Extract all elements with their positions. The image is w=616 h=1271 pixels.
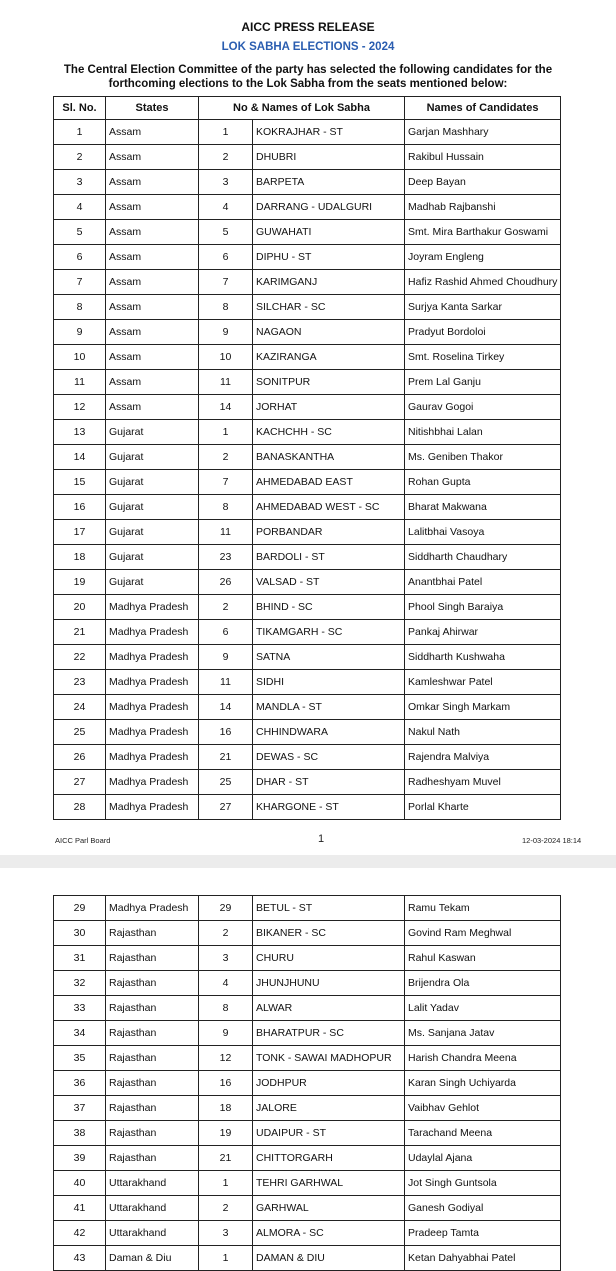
cell-constituency: DEWAS - SC	[253, 745, 405, 770]
cell-candidate: Smt. Roselina Tirkey	[405, 345, 561, 370]
cell-state: Daman & Diu	[106, 1246, 199, 1271]
cell-constituency: JODHPUR	[253, 1071, 405, 1096]
cell-state: Madhya Pradesh	[106, 670, 199, 695]
cell-state: Madhya Pradesh	[106, 645, 199, 670]
cell-constituency: BETUL - ST	[253, 896, 405, 921]
cell-candidate: Omkar Singh Markam	[405, 695, 561, 720]
cell-seat-no: 12	[199, 1046, 253, 1071]
table-row	[54, 320, 561, 345]
cell-candidate: Phool Singh Baraiya	[405, 595, 561, 620]
cell-constituency: TONK - SAWAI MADHOPUR	[253, 1046, 405, 1071]
cell-state: Assam	[106, 270, 199, 295]
cell-seat-no: 8	[199, 495, 253, 520]
cell-sl-no: 12	[54, 395, 106, 420]
cell-sl-no: 8	[54, 295, 106, 320]
cell-constituency: CHITTORGARH	[253, 1146, 405, 1171]
cell-state: Assam	[106, 370, 199, 395]
cell-constituency: KOKRAJHAR - ST	[253, 120, 405, 145]
election-subtitle: LOK SABHA ELECTIONS - 2024	[221, 41, 395, 53]
cell-constituency: TIKAMGARH - SC	[253, 620, 405, 645]
cell-candidate: Joyram Engleng	[405, 245, 561, 270]
cell-seat-no: 8	[199, 996, 253, 1021]
cell-state: Madhya Pradesh	[106, 896, 199, 921]
cell-constituency: JORHAT	[253, 395, 405, 420]
cell-candidate: Lalit Yadav	[405, 996, 561, 1021]
cell-state: Rajasthan	[106, 921, 199, 946]
table-row	[54, 795, 561, 820]
cell-constituency: SILCHAR - SC	[253, 295, 405, 320]
cell-seat-no: 1	[199, 1246, 253, 1271]
cell-state: Madhya Pradesh	[106, 720, 199, 745]
cell-constituency: BHARATPUR - SC	[253, 1021, 405, 1046]
cell-sl-no: 24	[54, 695, 106, 720]
cell-candidate: Rahul Kaswan	[405, 946, 561, 971]
cell-state: Madhya Pradesh	[106, 595, 199, 620]
cell-constituency: ALWAR	[253, 996, 405, 1021]
candidates-table	[53, 96, 561, 820]
cell-sl-no: 6	[54, 245, 106, 270]
cell-seat-no: 11	[199, 520, 253, 545]
table-row	[54, 395, 561, 420]
cell-state: Gujarat	[106, 420, 199, 445]
table-row	[54, 1246, 561, 1271]
cell-candidate: Gaurav Gogoi	[405, 395, 561, 420]
footer-page-number: 1	[318, 833, 325, 845]
table-row	[54, 1221, 561, 1246]
cell-state: Assam	[106, 345, 199, 370]
cell-constituency: DHAR - ST	[253, 770, 405, 795]
cell-state: Rajasthan	[106, 1121, 199, 1146]
cell-seat-no: 16	[199, 720, 253, 745]
cell-seat-no: 16	[199, 1071, 253, 1096]
cell-state: Madhya Pradesh	[106, 770, 199, 795]
cell-constituency: VALSAD - ST	[253, 570, 405, 595]
cell-candidate: Pradeep Tamta	[405, 1221, 561, 1246]
cell-constituency: TEHRI GARHWAL	[253, 1171, 405, 1196]
cell-seat-no: 8	[199, 295, 253, 320]
cell-seat-no: 14	[199, 395, 253, 420]
cell-sl-no: 26	[54, 745, 106, 770]
cell-constituency: CHHINDWARA	[253, 720, 405, 745]
cell-candidate: Anantbhai Patel	[405, 570, 561, 595]
cell-sl-no: 15	[54, 470, 106, 495]
table-header-row	[54, 97, 561, 120]
cell-state: Rajasthan	[106, 1021, 199, 1046]
cell-sl-no: 7	[54, 270, 106, 295]
cell-candidate: Nitishbhai Lalan	[405, 420, 561, 445]
cell-candidate: Prem Lal Ganju	[405, 370, 561, 395]
cell-sl-no: 43	[54, 1246, 106, 1271]
cell-candidate: Siddharth Kushwaha	[405, 645, 561, 670]
cell-state: Rajasthan	[106, 946, 199, 971]
cell-sl-no: 37	[54, 1096, 106, 1121]
header-states: States	[106, 97, 199, 120]
cell-sl-no: 28	[54, 795, 106, 820]
cell-sl-no: 2	[54, 145, 106, 170]
cell-seat-no: 3	[199, 170, 253, 195]
cell-seat-no: 9	[199, 1021, 253, 1046]
cell-seat-no: 18	[199, 1096, 253, 1121]
cell-seat-no: 9	[199, 645, 253, 670]
cell-candidate: Surjya Kanta Sarkar	[405, 295, 561, 320]
cell-candidate: Ms. Sanjana Jatav	[405, 1021, 561, 1046]
cell-state: Gujarat	[106, 445, 199, 470]
cell-sl-no: 34	[54, 1021, 106, 1046]
cell-seat-no: 23	[199, 545, 253, 570]
cell-sl-no: 39	[54, 1146, 106, 1171]
cell-candidate: Ketan Dahyabhai Patel	[405, 1246, 561, 1271]
footer-board-name: AICC Parl Board	[55, 836, 111, 845]
cell-seat-no: 2	[199, 1196, 253, 1221]
header-candidates: Names of Candidates	[405, 97, 561, 120]
cell-sl-no: 31	[54, 946, 106, 971]
cell-constituency: MANDLA - ST	[253, 695, 405, 720]
cell-sl-no: 25	[54, 720, 106, 745]
cell-state: Assam	[106, 145, 199, 170]
cell-constituency: BARDOLI - ST	[253, 545, 405, 570]
cell-candidate: Hafiz Rashid Ahmed Choudhury	[405, 270, 561, 295]
footer-timestamp: 12-03-2024 18:14	[522, 836, 582, 845]
table-row	[54, 120, 561, 145]
table-row	[54, 645, 561, 670]
cell-sl-no: 32	[54, 971, 106, 996]
header-lok-sabha: No & Names of Lok Sabha	[199, 97, 405, 120]
cell-seat-no: 2	[199, 145, 253, 170]
cell-candidate: Vaibhav Gehlot	[405, 1096, 561, 1121]
cell-constituency: KACHCHH - SC	[253, 420, 405, 445]
cell-state: Gujarat	[106, 495, 199, 520]
cell-state: Gujarat	[106, 520, 199, 545]
cell-constituency: KARIMGANJ	[253, 270, 405, 295]
cell-candidate: Harish Chandra Meena	[405, 1046, 561, 1071]
cell-sl-no: 36	[54, 1071, 106, 1096]
cell-constituency: SONITPUR	[253, 370, 405, 395]
cell-candidate: Kamleshwar Patel	[405, 670, 561, 695]
cell-sl-no: 21	[54, 620, 106, 645]
cell-state: Assam	[106, 195, 199, 220]
cell-state: Rajasthan	[106, 996, 199, 1021]
cell-state: Madhya Pradesh	[106, 695, 199, 720]
cell-candidate: Ms. Geniben Thakor	[405, 445, 561, 470]
cell-candidate: Brijendra Ola	[405, 971, 561, 996]
table-row	[54, 195, 561, 220]
cell-seat-no: 10	[199, 345, 253, 370]
cell-candidate: Rakibul Hussain	[405, 145, 561, 170]
cell-constituency: DARRANG - UDALGURI	[253, 195, 405, 220]
cell-sl-no: 40	[54, 1171, 106, 1196]
cell-constituency: DAMAN & DIU	[253, 1246, 405, 1271]
cell-sl-no: 29	[54, 896, 106, 921]
table-row	[54, 570, 561, 595]
cell-seat-no: 27	[199, 795, 253, 820]
table-row	[54, 1046, 561, 1071]
cell-candidate: Smt. Mira Barthakur Goswami	[405, 220, 561, 245]
cell-state: Assam	[106, 320, 199, 345]
table-row	[54, 345, 561, 370]
table-row	[54, 1071, 561, 1096]
table-row	[54, 370, 561, 395]
cell-sl-no: 19	[54, 570, 106, 595]
cell-constituency: PORBANDAR	[253, 520, 405, 545]
cell-seat-no: 4	[199, 195, 253, 220]
cell-candidate: Ganesh Godiyal	[405, 1196, 561, 1221]
table-row	[54, 1196, 561, 1221]
table-row	[54, 145, 561, 170]
cell-sl-no: 35	[54, 1046, 106, 1071]
cell-state: Gujarat	[106, 470, 199, 495]
cell-state: Rajasthan	[106, 971, 199, 996]
cell-candidate: Udaylal Ajana	[405, 1146, 561, 1171]
cell-candidate: Rajendra Malviya	[405, 745, 561, 770]
table-row	[54, 420, 561, 445]
cell-state: Assam	[106, 395, 199, 420]
cell-sl-no: 22	[54, 645, 106, 670]
cell-candidate: Tarachand Meena	[405, 1121, 561, 1146]
cell-constituency: AHMEDABAD WEST - SC	[253, 495, 405, 520]
cell-state: Gujarat	[106, 570, 199, 595]
cell-seat-no: 2	[199, 921, 253, 946]
cell-seat-no: 4	[199, 971, 253, 996]
table-row	[54, 770, 561, 795]
table-row	[54, 971, 561, 996]
cell-constituency: JALORE	[253, 1096, 405, 1121]
cell-seat-no: 5	[199, 220, 253, 245]
table-row	[54, 1096, 561, 1121]
table-row	[54, 495, 561, 520]
cell-state: Uttarakhand	[106, 1196, 199, 1221]
cell-sl-no: 5	[54, 220, 106, 245]
cell-sl-no: 20	[54, 595, 106, 620]
cell-state: Uttarakhand	[106, 1221, 199, 1246]
cell-candidate: Ramu Tekam	[405, 896, 561, 921]
cell-state: Assam	[106, 220, 199, 245]
table-row	[54, 220, 561, 245]
cell-seat-no: 21	[199, 1146, 253, 1171]
table-row	[54, 896, 561, 921]
cell-constituency: JHUNJHUNU	[253, 971, 405, 996]
cell-seat-no: 2	[199, 445, 253, 470]
cell-seat-no: 11	[199, 370, 253, 395]
cell-sl-no: 14	[54, 445, 106, 470]
cell-sl-no: 11	[54, 370, 106, 395]
candidates-table-continued	[53, 895, 561, 1271]
table-row	[54, 745, 561, 770]
cell-candidate: Pankaj Ahirwar	[405, 620, 561, 645]
cell-sl-no: 30	[54, 921, 106, 946]
cell-constituency: SATNA	[253, 645, 405, 670]
table-row	[54, 946, 561, 971]
cell-candidate: Jot Singh Guntsola	[405, 1171, 561, 1196]
cell-candidate: Garjan Mashhary	[405, 120, 561, 145]
cell-constituency: BANASKANTHA	[253, 445, 405, 470]
page-gap	[0, 855, 616, 868]
cell-candidate: Karan Singh Uchiyarda	[405, 1071, 561, 1096]
header-sl-no: Sl. No.	[54, 97, 106, 120]
cell-state: Rajasthan	[106, 1046, 199, 1071]
cell-constituency: AHMEDABAD EAST	[253, 470, 405, 495]
cell-seat-no: 9	[199, 320, 253, 345]
cell-candidate: Deep Bayan	[405, 170, 561, 195]
table-row	[54, 1121, 561, 1146]
table-row	[54, 295, 561, 320]
cell-sl-no: 18	[54, 545, 106, 570]
cell-constituency: DHUBRI	[253, 145, 405, 170]
cell-constituency: SIDHI	[253, 670, 405, 695]
cell-constituency: GUWAHATI	[253, 220, 405, 245]
cell-constituency: GARHWAL	[253, 1196, 405, 1221]
table-row	[54, 1146, 561, 1171]
cell-constituency: KAZIRANGA	[253, 345, 405, 370]
cell-state: Assam	[106, 170, 199, 195]
cell-seat-no: 14	[199, 695, 253, 720]
cell-seat-no: 11	[199, 670, 253, 695]
table-row	[54, 1171, 561, 1196]
table-row	[54, 695, 561, 720]
cell-candidate: Radheshyam Muvel	[405, 770, 561, 795]
cell-seat-no: 3	[199, 946, 253, 971]
cell-sl-no: 38	[54, 1121, 106, 1146]
table-row	[54, 595, 561, 620]
cell-candidate: Bharat Makwana	[405, 495, 561, 520]
cell-sl-no: 3	[54, 170, 106, 195]
cell-state: Assam	[106, 295, 199, 320]
cell-sl-no: 33	[54, 996, 106, 1021]
cell-seat-no: 3	[199, 1221, 253, 1246]
cell-sl-no: 1	[54, 120, 106, 145]
cell-seat-no: 7	[199, 470, 253, 495]
cell-sl-no: 10	[54, 345, 106, 370]
cell-seat-no: 1	[199, 420, 253, 445]
table-row	[54, 921, 561, 946]
cell-constituency: CHURU	[253, 946, 405, 971]
cell-candidate: Siddharth Chaudhary	[405, 545, 561, 570]
table-row	[54, 270, 561, 295]
cell-sl-no: 27	[54, 770, 106, 795]
cell-sl-no: 23	[54, 670, 106, 695]
table-row	[54, 996, 561, 1021]
press-release-title: AICC PRESS RELEASE	[241, 20, 375, 34]
cell-sl-no: 41	[54, 1196, 106, 1221]
cell-candidate: Nakul Nath	[405, 720, 561, 745]
cell-seat-no: 6	[199, 620, 253, 645]
cell-state: Rajasthan	[106, 1096, 199, 1121]
table-row	[54, 620, 561, 645]
cell-state: Gujarat	[106, 545, 199, 570]
cell-seat-no: 19	[199, 1121, 253, 1146]
cell-state: Madhya Pradesh	[106, 745, 199, 770]
cell-state: Assam	[106, 245, 199, 270]
cell-constituency: ALMORA - SC	[253, 1221, 405, 1246]
cell-state: Uttarakhand	[106, 1171, 199, 1196]
cell-sl-no: 17	[54, 520, 106, 545]
table-row	[54, 670, 561, 695]
cell-seat-no: 1	[199, 1171, 253, 1196]
table-row	[54, 445, 561, 470]
table-row	[54, 720, 561, 745]
cell-sl-no: 16	[54, 495, 106, 520]
cell-seat-no: 2	[199, 595, 253, 620]
cell-constituency: KHARGONE - ST	[253, 795, 405, 820]
cell-candidate: Porlal Kharte	[405, 795, 561, 820]
cell-constituency: DIPHU - ST	[253, 245, 405, 270]
cell-seat-no: 25	[199, 770, 253, 795]
cell-candidate: Govind Ram Meghwal	[405, 921, 561, 946]
cell-seat-no: 29	[199, 896, 253, 921]
cell-candidate: Lalitbhai Vasoya	[405, 520, 561, 545]
cell-state: Madhya Pradesh	[106, 620, 199, 645]
cell-constituency: BARPETA	[253, 170, 405, 195]
table-row	[54, 1021, 561, 1046]
cell-seat-no: 1	[199, 120, 253, 145]
intro-paragraph: The Central Election Committee of the party has selected the following candidates for the forthcoming elections to the Lok Sabha from the seats mentioned below:	[63, 64, 553, 90]
table-row	[54, 545, 561, 570]
cell-seat-no: 21	[199, 745, 253, 770]
cell-sl-no: 4	[54, 195, 106, 220]
cell-candidate: Rohan Gupta	[405, 470, 561, 495]
cell-state: Rajasthan	[106, 1146, 199, 1171]
cell-candidate: Madhab Rajbanshi	[405, 195, 561, 220]
cell-constituency: BIKANER - SC	[253, 921, 405, 946]
cell-sl-no: 42	[54, 1221, 106, 1246]
cell-sl-no: 13	[54, 420, 106, 445]
table-row	[54, 520, 561, 545]
cell-candidate: Pradyut Bordoloi	[405, 320, 561, 345]
cell-seat-no: 6	[199, 245, 253, 270]
cell-constituency: UDAIPUR - ST	[253, 1121, 405, 1146]
document-page-2	[0, 868, 616, 1271]
cell-seat-no: 26	[199, 570, 253, 595]
cell-constituency: BHIND - SC	[253, 595, 405, 620]
table-row	[54, 470, 561, 495]
cell-seat-no: 7	[199, 270, 253, 295]
cell-sl-no: 9	[54, 320, 106, 345]
cell-state: Madhya Pradesh	[106, 795, 199, 820]
cell-state: Assam	[106, 120, 199, 145]
table-row	[54, 170, 561, 195]
table-row	[54, 245, 561, 270]
cell-state: Rajasthan	[106, 1071, 199, 1096]
cell-constituency: NAGAON	[253, 320, 405, 345]
